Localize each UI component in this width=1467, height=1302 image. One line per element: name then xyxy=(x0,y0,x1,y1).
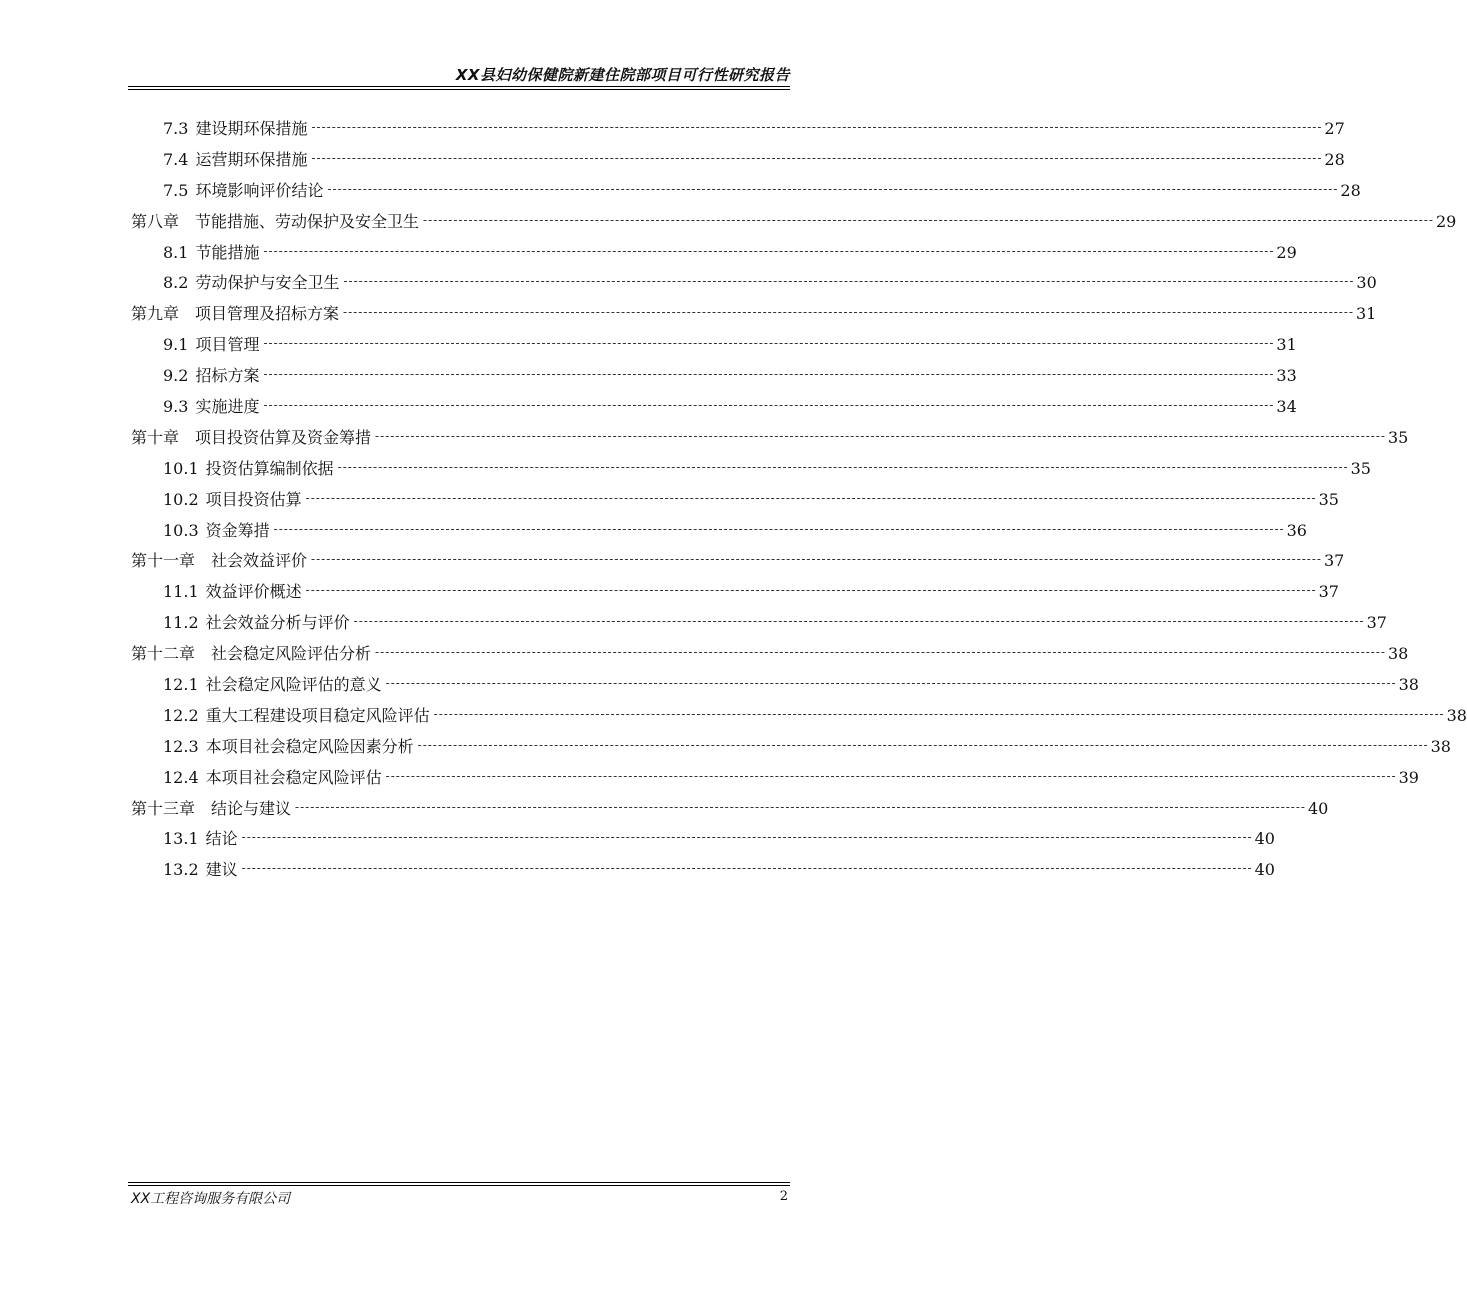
toc-chapter-entry[interactable] xyxy=(131,796,1329,827)
toc-entry-number: 10.3 xyxy=(163,520,199,540)
toc-entry-title: 建议 xyxy=(205,860,238,880)
toc-entry-number: 10.2 xyxy=(163,489,199,509)
toc-section-entry[interactable] xyxy=(131,363,1297,394)
toc-section-entry[interactable] xyxy=(131,332,1297,363)
toc-dot-leader: -------------------------------------------------------------------------------------------------------------------------------------------------------------------------------------------------------- xyxy=(327,181,1339,196)
toc-entry-page: 30 xyxy=(1356,273,1377,293)
toc-entry-page: 29 xyxy=(1276,242,1297,262)
toc-dot-leader: -------------------------------------------------------------------------------------------------------------------------------------------------------------------------------------------------------- xyxy=(385,676,1397,691)
toc-entry-page: 37 xyxy=(1318,582,1339,602)
toc-entry-title: 劳动保护与安全卫生 xyxy=(195,273,340,293)
toc-entry-title: 项目管理 xyxy=(195,335,260,355)
toc-entry-page: 39 xyxy=(1398,767,1419,787)
toc-dot-leader: -------------------------------------------------------------------------------------------------------------------------------------------------------------------------------------------------------- xyxy=(241,861,1253,876)
toc-entry-page: 29 xyxy=(1435,211,1457,231)
toc-entry-number: 7.5 xyxy=(163,180,189,200)
toc-dot-leader: -------------------------------------------------------------------------------------------------------------------------------------------------------------------------------------------------------- xyxy=(305,490,1317,505)
toc-section-entry[interactable] xyxy=(131,734,1451,765)
toc-entry-number: 12.2 xyxy=(163,705,199,725)
toc-entry-page: 35 xyxy=(1350,458,1371,478)
toc-entry-number: 第九章 xyxy=(131,304,180,324)
toc-entry-number: 9.3 xyxy=(163,397,189,417)
toc-dot-leader: -------------------------------------------------------------------------------------------------------------------------------------------------------------------------------------------------------- xyxy=(311,120,1323,134)
toc-entry-title: 效益评价概述 xyxy=(205,582,302,602)
toc-entry-number: 第十二章 xyxy=(131,644,196,664)
footer-divider-thin xyxy=(128,1185,790,1186)
toc-entry-title: 结论与建议 xyxy=(211,798,292,818)
toc-entry-title: 招标方案 xyxy=(195,366,260,386)
toc-entry-title: 项目管理及招标方案 xyxy=(195,304,340,324)
toc-dot-leader: -------------------------------------------------------------------------------------------------------------------------------------------------------------------------------------------------------- xyxy=(241,830,1253,845)
toc-dot-leader: -------------------------------------------------------------------------------------------------------------------------------------------------------------------------------------------------------- xyxy=(263,336,1275,351)
toc-dot-leader: -------------------------------------------------------------------------------------------------------------------------------------------------------------------------------------------------------- xyxy=(433,706,1445,721)
toc-section-entry[interactable] xyxy=(131,765,1419,796)
toc-dot-leader: -------------------------------------------------------------------------------------------------------------------------------------------------------------------------------------------------------- xyxy=(375,428,1386,443)
toc-entry-page: 34 xyxy=(1276,397,1297,417)
toc-entry-page: 27 xyxy=(1324,119,1345,138)
toc-dot-leader: -------------------------------------------------------------------------------------------------------------------------------------------------------------------------------------------------------- xyxy=(263,398,1275,413)
toc-dot-leader: -------------------------------------------------------------------------------------------------------------------------------------------------------------------------------------------------------- xyxy=(343,274,1355,289)
toc-entry-number: 第十一章 xyxy=(131,551,196,571)
toc-entry-title: 重大工程建设项目稳定风险评估 xyxy=(205,705,430,725)
toc-entry-title: 环境影响评价结论 xyxy=(195,180,324,200)
toc-section-entry[interactable] xyxy=(131,456,1371,487)
toc-entry-title: 节能措施、劳动保护及安全卫生 xyxy=(195,211,420,231)
toc-entry-page: 38 xyxy=(1387,644,1409,664)
toc-entry-title: 建设期环保措施 xyxy=(195,119,308,138)
toc-entry-number: 12.1 xyxy=(163,675,199,695)
toc-entry-title: 实施进度 xyxy=(195,397,260,417)
toc-section-entry[interactable] xyxy=(131,270,1377,301)
toc-dot-leader: -------------------------------------------------------------------------------------------------------------------------------------------------------------------------------------------------------- xyxy=(353,614,1365,629)
header-divider-thin xyxy=(128,89,790,90)
toc-section-entry[interactable] xyxy=(131,116,1345,147)
table-of-contents xyxy=(131,116,1467,888)
toc-dot-leader: -------------------------------------------------------------------------------------------------------------------------------------------------------------------------------------------------------- xyxy=(263,367,1275,382)
toc-entry-page: 28 xyxy=(1340,180,1361,200)
toc-dot-leader: -------------------------------------------------------------------------------------------------------------------------------------------------------------------------------------------------------- xyxy=(385,768,1397,783)
toc-section-entry[interactable] xyxy=(131,672,1419,703)
toc-entry-number: 第八章 xyxy=(131,211,180,231)
toc-dot-leader: -------------------------------------------------------------------------------------------------------------------------------------------------------------------------------------------------------- xyxy=(423,212,1434,227)
toc-section-entry[interactable] xyxy=(131,857,1275,888)
toc-entry-number: 10.1 xyxy=(163,458,199,478)
toc-entry-page: 40 xyxy=(1254,829,1275,849)
toc-entry-page: 36 xyxy=(1286,520,1307,540)
toc-dot-leader: -------------------------------------------------------------------------------------------------------------------------------------------------------------------------------------------------------- xyxy=(311,150,1323,165)
toc-entry-page: 38 xyxy=(1430,736,1451,756)
toc-entry-number: 第十章 xyxy=(131,427,180,447)
toc-entry-number: 11.2 xyxy=(163,613,199,633)
toc-entry-number: 12.4 xyxy=(163,767,199,787)
toc-section-entry[interactable] xyxy=(131,178,1361,209)
toc-section-entry[interactable] xyxy=(131,826,1275,857)
toc-entry-title: 本项目社会稳定风险评估 xyxy=(205,767,382,787)
toc-entry-page: 28 xyxy=(1324,149,1345,169)
toc-entry-page: 38 xyxy=(1446,705,1467,725)
toc-entry-page: 40 xyxy=(1307,798,1329,818)
toc-chapter-entry[interactable] xyxy=(131,641,1409,672)
toc-chapter-entry[interactable] xyxy=(131,301,1377,332)
toc-entry-page: 38 xyxy=(1398,675,1419,695)
toc-entry-number: 7.4 xyxy=(163,149,189,169)
toc-entry-page: 35 xyxy=(1387,427,1409,447)
toc-section-entry[interactable] xyxy=(131,579,1339,610)
toc-entry-number: 8.2 xyxy=(163,273,189,293)
toc-dot-leader: -------------------------------------------------------------------------------------------------------------------------------------------------------------------------------------------------------- xyxy=(343,305,1354,320)
toc-chapter-entry[interactable] xyxy=(131,548,1345,579)
toc-dot-leader: -------------------------------------------------------------------------------------------------------------------------------------------------------------------------------------------------------- xyxy=(375,645,1386,660)
toc-section-entry[interactable] xyxy=(131,518,1307,549)
toc-entry-number: 13.2 xyxy=(163,860,199,880)
toc-entry-page: 31 xyxy=(1276,335,1297,355)
toc-entry-number: 9.2 xyxy=(163,366,189,386)
toc-entry-page: 40 xyxy=(1254,860,1275,880)
toc-dot-leader: -------------------------------------------------------------------------------------------------------------------------------------------------------------------------------------------------------- xyxy=(337,459,1349,474)
toc-dot-leader: -------------------------------------------------------------------------------------------------------------------------------------------------------------------------------------------------------- xyxy=(273,521,1285,536)
toc-entry-page: 37 xyxy=(1323,551,1345,571)
toc-entry-title: 资金筹措 xyxy=(205,520,270,540)
toc-section-entry[interactable] xyxy=(131,610,1387,641)
toc-section-entry[interactable] xyxy=(131,147,1345,178)
header-divider xyxy=(128,86,790,87)
toc-entry-title: 运营期环保措施 xyxy=(195,149,308,169)
page-number: 2 xyxy=(779,1189,788,1204)
toc-dot-leader: -------------------------------------------------------------------------------------------------------------------------------------------------------------------------------------------------------- xyxy=(263,243,1275,258)
toc-dot-leader: -------------------------------------------------------------------------------------------------------------------------------------------------------------------------------------------------------- xyxy=(311,552,1322,567)
toc-entry-number: 7.3 xyxy=(163,119,189,138)
toc-section-entry[interactable] xyxy=(131,487,1339,518)
toc-entry-title: 结论 xyxy=(205,829,238,849)
document-title: XX县妇幼保健院新建住院部项目可行性研究报告 xyxy=(455,66,790,84)
toc-entry-title: 社会稳定风险评估的意义 xyxy=(205,675,382,695)
toc-entry-page: 33 xyxy=(1276,366,1297,386)
toc-dot-leader: -------------------------------------------------------------------------------------------------------------------------------------------------------------------------------------------------------- xyxy=(417,737,1429,752)
toc-dot-leader: -------------------------------------------------------------------------------------------------------------------------------------------------------------------------------------------------------- xyxy=(305,583,1317,598)
toc-entry-number: 12.3 xyxy=(163,736,199,756)
toc-chapter-entry[interactable] xyxy=(131,425,1409,456)
toc-dot-leader: -------------------------------------------------------------------------------------------------------------------------------------------------------------------------------------------------------- xyxy=(295,799,1306,814)
toc-entry-title: 社会效益分析与评价 xyxy=(205,613,350,633)
toc-entry-number: 8.1 xyxy=(163,242,189,262)
toc-entry-page: 37 xyxy=(1366,613,1387,633)
toc-section-entry[interactable] xyxy=(131,703,1467,734)
toc-chapter-entry[interactable] xyxy=(131,209,1457,240)
toc-entry-number: 第十三章 xyxy=(131,798,196,818)
toc-entry-title: 项目投资估算及资金筹措 xyxy=(195,427,372,447)
toc-entry-title: 投资估算编制依据 xyxy=(205,458,334,478)
toc-entry-title: 社会稳定风险评估分析 xyxy=(211,644,372,664)
toc-entry-title: 节能措施 xyxy=(195,242,260,262)
toc-section-entry[interactable] xyxy=(131,394,1297,425)
toc-entry-title: 项目投资估算 xyxy=(205,489,302,509)
toc-section-entry[interactable] xyxy=(131,240,1297,271)
toc-entry-number: 11.1 xyxy=(163,582,199,602)
toc-entry-title: 社会效益评价 xyxy=(211,551,308,571)
toc-entry-title: 本项目社会稳定风险因素分析 xyxy=(205,736,414,756)
toc-entry-page: 31 xyxy=(1355,304,1377,324)
footer-company-name: XX工程咨询服务有限公司 xyxy=(131,1191,291,1207)
footer-divider xyxy=(128,1182,790,1183)
toc-entry-page: 35 xyxy=(1318,489,1339,509)
toc-entry-number: 9.1 xyxy=(163,335,189,355)
toc-entry-number: 13.1 xyxy=(163,829,199,849)
